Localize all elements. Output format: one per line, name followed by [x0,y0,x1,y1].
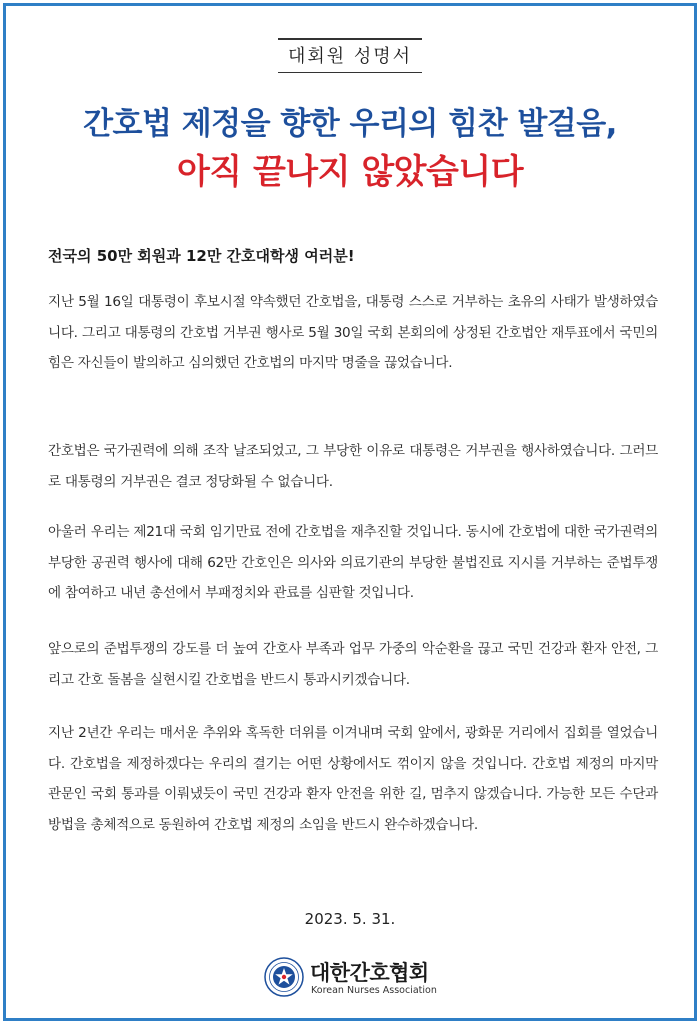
paragraph-3: 아울러 우리는 제21대 국회 임기만료 전에 간호법을 재추진할 것입니다. 동시에 간호법에 대한 국가권력의 부당한 공권력 행사에 대해 62만 간호인은 의사와 의료기관의 부당한 불법진료 지시를 거부하는 준법투쟁에 참여하고 내년 총선에서 부패정치와 관료를 심판할 것입니다. [48,524,658,601]
kna-emblem-icon [264,957,304,997]
paragraph-1: 지난 5월 16일 대통령이 후보시절 약속했던 간호법을, 대통령 스스로 거부하는 초유의 사태가 발생하였습니다. 그리고 대통령의 간호법 거부권 행사로 5월 30일 국회 본회의에 상정된 간호법안 재투표에서 국민의힘은 자신들이 발의하고 심의했던 간호법의 마지막 명줄을 끊었습니다. [48,294,658,371]
greeting: 전국의 50만 회원과 12만 간호대학생 여러분! [48,247,355,265]
headline-line-2: 아직 끝나지 않았습니다 [176,152,524,192]
statement-label-text: 대회원 성명서 [278,38,422,73]
statement-date: 2023. 5. 31. [304,910,396,928]
headline-line-1: 간호법 제정을 향한 우리의 힘찬 발걸음, [83,106,617,142]
organization-name-english: Korean Nurses Association [311,985,437,996]
paragraph-5: 지난 2년간 우리는 매서운 추위와 혹독한 더위를 이겨내며 국회 앞에서, 광화문 거리에서 집회를 열었습니다. 간호법을 제정하겠다는 우리의 결기는 어떤 상황에서도 꺾이지 않을 것입니다. 간호법 제정의 마지막 관문인 국회 통과를 이뤄냈듯이 국민 건강과 환자 안전을 위한 길, 멈추지 않겠습니다. 가능한 모든 수단과 방법을 총체적으로 동원하여 간호법 제정의 소임을 반드시 완수하겠습니다. [48,725,658,833]
paragraph-2: 간호법은 국가권력에 의해 조작 날조되었고, 그 부당한 이유로 대통령은 거부권을 행사하였습니다. 그러므로 대통령의 거부권은 결코 정당화될 수 없습니다. [48,443,658,490]
organization-signature [264,955,444,1003]
statement-label [0,38,700,73]
paragraph-4: 앞으로의 준법투쟁의 강도를 더 높여 간호사 부족과 업무 가중의 악순환을 끊고 국민 건강과 환자 안전, 그리고 간호 돌봄을 실현시킬 간호법을 반드시 통과시키겠습니다. [48,641,658,688]
organization-name: 대한간호협회 [310,961,429,985]
